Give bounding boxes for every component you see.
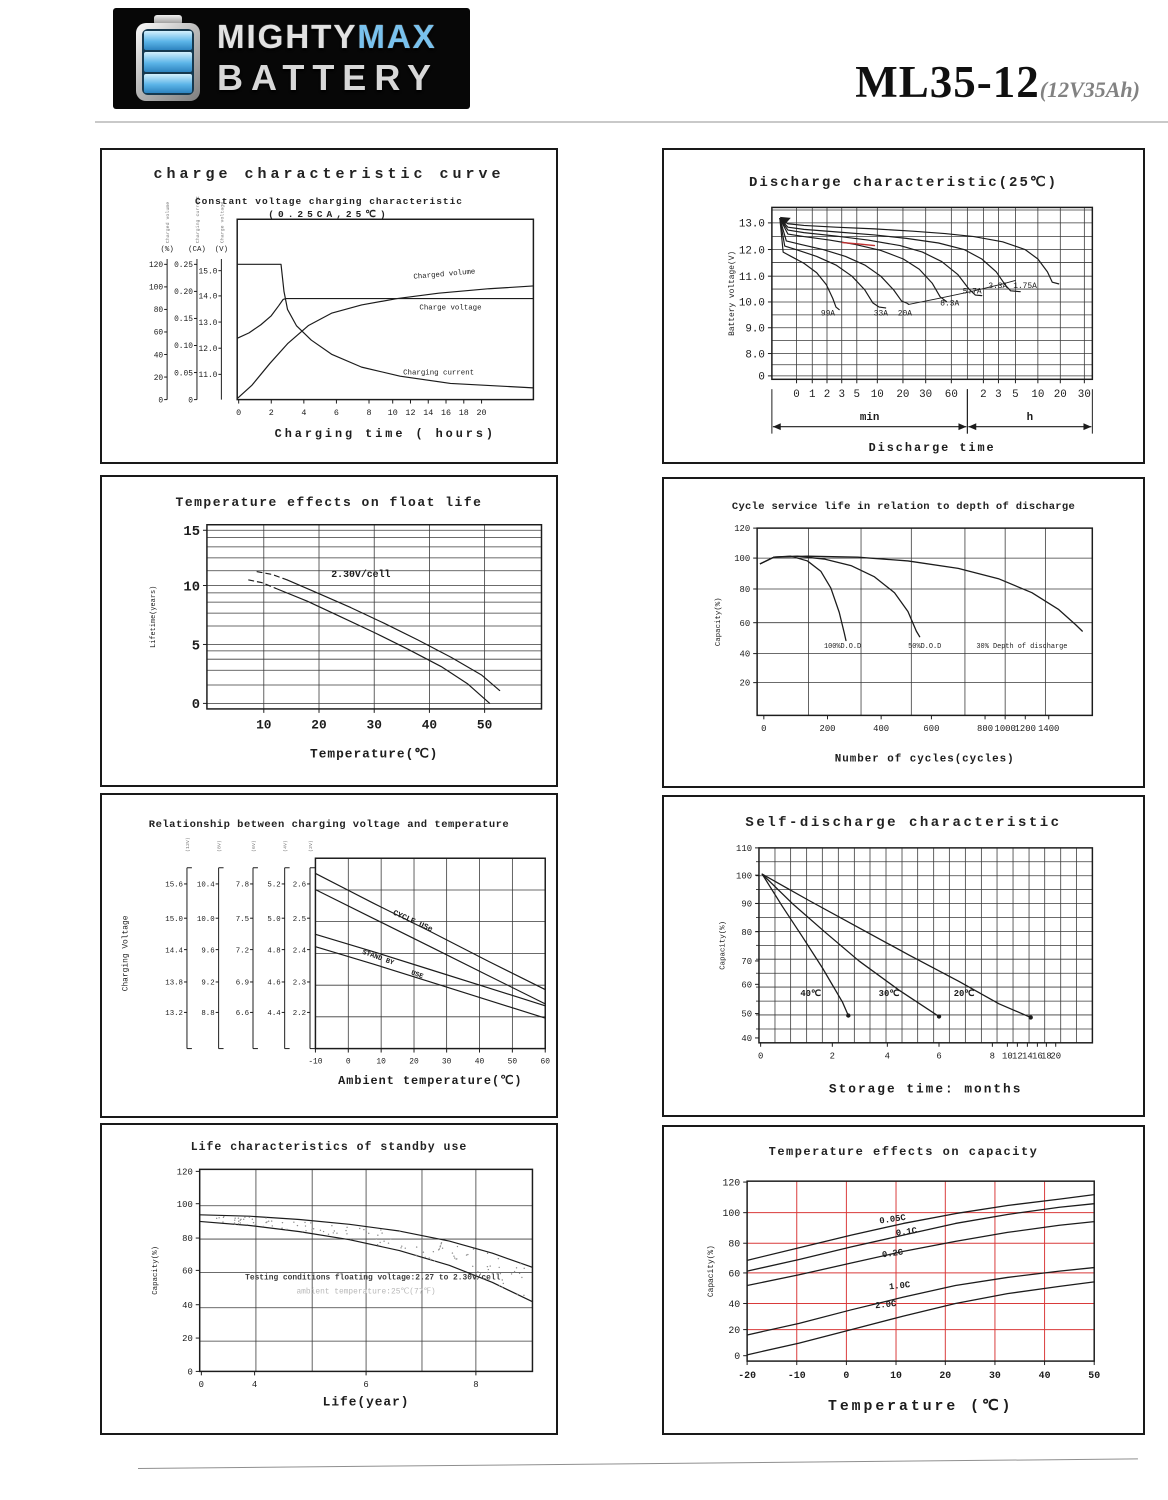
svg-text:1.75A: 1.75A [1013,282,1037,292]
brand-name-mighty: MIGHTY [217,18,358,55]
svg-text:20: 20 [1053,389,1067,402]
svg-text:30℃: 30℃ [878,989,900,1000]
svg-text:5.0: 5.0 [267,915,281,924]
svg-text:4.4: 4.4 [267,1010,281,1019]
svg-text:20: 20 [728,1325,741,1337]
svg-text:50: 50 [476,717,493,733]
svg-text:10: 10 [890,1369,902,1381]
chart-subtitle2: (0.25CA,25℃) [268,209,390,220]
svg-text:0: 0 [345,1057,351,1067]
svg-text:18: 18 [458,407,469,418]
svg-text:80: 80 [728,1238,741,1250]
svg-text:20: 20 [311,717,327,733]
svg-text:120: 120 [148,261,164,271]
svg-text:Capacity(%): Capacity(%) [706,1245,716,1298]
chart-title: Discharge characteristic(25℃) [749,175,1058,191]
svg-text:15.0: 15.0 [165,915,184,924]
svg-text:8.0: 8.0 [745,349,765,362]
svg-text:100: 100 [736,871,753,882]
svg-text:11.0: 11.0 [198,371,218,381]
svg-text:3: 3 [995,389,1002,402]
svg-text:2: 2 [823,389,831,402]
svg-text:13.2: 13.2 [165,1010,184,1019]
svg-text:10: 10 [183,579,201,596]
svg-text:18: 18 [1041,1051,1052,1062]
svg-text:30: 30 [919,389,933,402]
svg-text:0.10: 0.10 [174,342,194,352]
svg-text:60: 60 [728,1268,741,1280]
svg-text:10.4: 10.4 [196,881,215,890]
svg-text:0: 0 [757,1051,764,1062]
battery-segment [144,52,192,71]
svg-text:2.0C: 2.0C [874,1299,897,1312]
chart-panel-charge-characteristic [100,148,558,464]
svg-text:Temperature (℃): Temperature (℃) [827,1399,1014,1416]
svg-text:40: 40 [739,649,751,660]
battery-body-icon [136,23,200,101]
svg-text:4: 4 [884,1051,891,1062]
svg-text:1: 1 [808,389,816,402]
svg-text:1.0C: 1.0C [888,1280,911,1293]
svg-text:8: 8 [366,407,372,418]
svg-text:min: min [859,411,880,424]
brand-name-max: MAX [357,18,437,55]
svg-text:40: 40 [1038,1369,1051,1381]
battery-icon [135,15,203,102]
chart-subtitle: Constant voltage charging characteristic [194,196,464,207]
model-title [855,56,1140,108]
svg-text:2: 2 [980,389,987,402]
svg-text:400: 400 [873,724,890,735]
svg-text:(%): (%) [160,246,174,255]
svg-text:40: 40 [182,1300,193,1311]
svg-text:5.2: 5.2 [267,881,281,890]
svg-text:30: 30 [441,1057,452,1067]
svg-text:9.2: 9.2 [201,979,215,988]
svg-text:6: 6 [363,1380,369,1391]
svg-text:8: 8 [473,1380,479,1391]
temperature-float-life-chart [102,477,556,785]
svg-text:0: 0 [843,1369,850,1381]
svg-text:20: 20 [939,1369,952,1381]
chart-title: Life characteristics of standby use [190,1141,468,1154]
svg-text:Testing conditions floating vo: Testing conditions floating voltage:2.27 to 2.30V/cell [245,1273,501,1283]
svg-text:40: 40 [728,1298,741,1310]
svg-text:100%D.O.D: 100%D.O.D [823,642,862,651]
chart-title: Temperature effects on float life [175,495,483,510]
svg-text:0.1C: 0.1C [895,1225,918,1239]
svg-text:Charge voltage: Charge voltage [220,201,226,244]
svg-text:15.6: 15.6 [165,881,184,890]
svg-text:40: 40 [421,717,438,733]
svg-text:5: 5 [191,638,201,655]
svg-text:2.30V/cell: 2.30V/cell [331,569,391,581]
svg-text:14: 14 [423,407,434,418]
svg-text:16: 16 [440,407,452,418]
svg-text:Number of cycles(cycles): Number of cycles(cycles) [834,753,1015,766]
svg-text:14.0: 14.0 [198,292,218,302]
svg-text:Charging time ( hours): Charging time ( hours) [274,427,496,442]
chart-title: Relationship between charging voltage and temperature [148,819,510,831]
svg-text:(4V): (4V) [283,840,289,852]
chart-title: charge characteristic curve [153,166,505,183]
svg-text:14: 14 [1022,1051,1033,1062]
svg-text:14.4: 14.4 [165,947,184,956]
svg-text:-20: -20 [738,1369,756,1381]
svg-text:0: 0 [236,407,242,418]
svg-text:Charging current: Charging current [195,195,201,244]
svg-text:4: 4 [251,1380,258,1391]
chart-panel-cycle-service-life [662,477,1145,788]
chart-panel-self-discharge [662,795,1145,1117]
svg-text:60: 60 [739,618,751,629]
svg-text:Storage time: months: Storage time: months [828,1081,1023,1097]
svg-text:Temperature(℃): Temperature(℃) [310,746,439,762]
svg-text:12: 12 [405,407,416,418]
svg-text:30: 30 [989,1369,1001,1381]
svg-text:20: 20 [182,1334,193,1345]
svg-text:80: 80 [741,927,753,938]
svg-text:0: 0 [793,389,800,402]
svg-text:7.5: 7.5 [235,915,250,924]
svg-text:2.5: 2.5 [292,915,307,924]
svg-text:10: 10 [376,1057,386,1067]
svg-text:5: 5 [853,389,861,402]
svg-text:20℃: 20℃ [953,989,975,1000]
svg-text:10: 10 [870,389,884,402]
svg-text:0.2C: 0.2C [881,1247,904,1261]
svg-text:2: 2 [268,407,274,418]
svg-text:6: 6 [333,407,339,418]
svg-text:1200: 1200 [1014,724,1036,735]
svg-text:40: 40 [153,351,164,361]
svg-text:100: 100 [176,1199,193,1210]
svg-text:60: 60 [182,1266,193,1277]
svg-text:Charge voltage: Charge voltage [419,304,482,313]
cycle-service-life-chart [664,479,1143,786]
chart-panel-discharge-characteristic [662,148,1145,464]
svg-text:30: 30 [366,717,382,733]
svg-text:9.0: 9.0 [745,323,765,336]
svg-text:0: 0 [758,371,765,384]
svg-text:3: 3 [838,389,846,402]
svg-text:0: 0 [158,396,164,406]
svg-text:20: 20 [739,678,751,689]
svg-text:2.6: 2.6 [292,881,307,890]
svg-text:Charged volume: Charged volume [166,201,172,244]
model-code: ML35-12 [855,57,1040,107]
svg-text:0: 0 [187,1367,193,1378]
svg-text:120: 120 [722,1177,741,1189]
svg-text:33A: 33A [873,309,888,319]
svg-text:(8V): (8V) [217,840,223,852]
svg-text:0.15: 0.15 [174,315,194,325]
svg-text:8: 8 [989,1051,996,1062]
battery-segment [144,31,192,50]
svg-text:5: 5 [1012,389,1019,402]
svg-text:12.0: 12.0 [738,245,765,258]
svg-text:60: 60 [741,980,753,991]
svg-text:10: 10 [256,717,272,733]
svg-text:60: 60 [540,1057,550,1067]
svg-text:10.0: 10.0 [196,915,215,924]
charging-voltage-temperature-chart [102,795,556,1116]
discharge-characteristic-chart [664,150,1143,462]
chart-title: Temperature effects on capacity [768,1145,1039,1159]
svg-text:15: 15 [183,524,201,541]
self-discharge-chart [664,797,1143,1115]
svg-text:80: 80 [153,306,164,316]
svg-text:1400: 1400 [1038,724,1060,735]
svg-text:Capacity(%): Capacity(%) [719,920,728,970]
svg-text:2.2: 2.2 [292,1010,307,1019]
svg-text:20: 20 [153,373,164,383]
battery-segment [144,74,192,93]
svg-text:0.20: 0.20 [174,288,194,298]
svg-text:2.3: 2.3 [292,979,307,988]
svg-text:CYCLE USe: CYCLE USe [391,908,434,935]
svg-text:(6V): (6V) [251,840,257,852]
svg-text:10: 10 [387,407,398,418]
svg-text:16: 16 [1032,1051,1043,1062]
svg-text:600: 600 [923,724,940,735]
chart-panel-charging-voltage-temperature [100,793,558,1118]
svg-text:(12V): (12V) [185,837,191,852]
svg-text:2.4: 2.4 [292,947,307,956]
svg-text:200: 200 [819,724,836,735]
svg-text:4: 4 [301,407,307,418]
svg-text:7.2: 7.2 [235,947,250,956]
model-capacity: (12V35Ah) [1039,77,1140,102]
svg-text:10.0: 10.0 [738,297,765,310]
svg-text:(V): (V) [214,246,229,255]
svg-text:-10: -10 [787,1369,806,1381]
svg-text:12: 12 [1012,1051,1023,1062]
svg-text:STAND BY: STAND BY [360,948,395,968]
svg-text:120: 120 [734,524,751,535]
chart-panel-temperature-capacity [662,1125,1145,1435]
svg-text:60: 60 [153,328,164,338]
svg-text:9.6: 9.6 [201,947,215,956]
svg-text:1000: 1000 [994,724,1016,735]
svg-text:50: 50 [507,1057,518,1067]
chart-panel-life-standby-use [100,1123,558,1435]
brand-name [217,18,439,99]
svg-text:7.8: 7.8 [235,881,250,890]
header-divider [95,121,1168,123]
svg-text:13.8: 13.8 [165,979,184,988]
svg-text:0.05C: 0.05C [878,1212,907,1227]
svg-text:10: 10 [1002,1051,1013,1062]
svg-text:4.8: 4.8 [267,947,281,956]
svg-text:110: 110 [736,843,753,854]
svg-text:100: 100 [722,1208,741,1220]
svg-text:11.0: 11.0 [738,271,765,284]
svg-text:USE: USE [409,969,425,982]
svg-text:50%D.O.D: 50%D.O.D [908,642,942,651]
svg-text:20: 20 [896,389,910,402]
svg-text:Capacity(%): Capacity(%) [152,1245,161,1295]
svg-text:100: 100 [734,554,751,565]
svg-text:(CA): (CA) [188,246,206,255]
svg-text:Capacity(%): Capacity(%) [714,597,723,647]
svg-text:40: 40 [741,1034,753,1045]
svg-text:40℃: 40℃ [800,989,821,1000]
svg-text:-10: -10 [308,1057,323,1067]
svg-text:13.0: 13.0 [198,318,218,328]
svg-text:120: 120 [176,1167,193,1178]
svg-text:2: 2 [829,1051,835,1062]
svg-text:20: 20 [409,1057,419,1067]
svg-text:30% Depth of discharge: 30% Depth of discharge [976,642,1068,651]
svg-text:80: 80 [739,585,751,596]
svg-text:0.05: 0.05 [174,369,194,379]
svg-text:Ambient temperature(℃): Ambient temperature(℃) [338,1073,523,1088]
svg-text:Lifetime(years): Lifetime(years) [149,585,158,648]
svg-text:50: 50 [1088,1369,1101,1381]
svg-text:6: 6 [936,1051,942,1062]
svg-text:80: 80 [182,1234,193,1245]
svg-text:20: 20 [1050,1051,1062,1062]
brand-logo [113,8,470,109]
svg-text:60: 60 [944,389,958,402]
svg-text:8.3A: 8.3A [940,299,960,309]
chart-panel-temperature-float-life [100,475,558,787]
temperature-capacity-chart [664,1127,1143,1433]
svg-text:15.0: 15.0 [198,267,218,277]
svg-text:10: 10 [1031,389,1045,402]
svg-text:0.25: 0.25 [174,261,194,271]
svg-text:40: 40 [474,1057,485,1067]
svg-text:6.6: 6.6 [235,1010,250,1019]
svg-text:20A: 20A [897,309,912,319]
svg-text:0: 0 [734,1351,741,1363]
svg-text:13.0: 13.0 [738,218,765,231]
svg-text:800: 800 [977,724,994,735]
svg-text:99A: 99A [820,309,836,319]
svg-text:Charging current: Charging current [403,369,475,378]
svg-text:5.7A: 5.7A [962,287,982,297]
svg-text:30: 30 [1077,389,1091,402]
svg-text:50: 50 [741,1009,753,1020]
svg-text:0: 0 [761,724,767,735]
svg-text:8.8: 8.8 [201,1010,215,1019]
svg-text:h: h [1026,411,1034,424]
svg-text:0: 0 [188,396,194,406]
svg-text:0: 0 [198,1380,205,1391]
svg-text:(2V): (2V) [308,840,314,852]
svg-text:3.3A: 3.3A [988,282,1008,292]
svg-text:6.9: 6.9 [235,979,250,988]
svg-text:Life(year): Life(year) [322,1394,410,1410]
svg-text:Discharge time: Discharge time [868,441,996,456]
brand-name-battery: BATTERY [217,57,439,98]
svg-text:Battery voltage(V): Battery voltage(V) [728,250,738,336]
chart-title: Self-discharge characteristic [745,815,1062,831]
chart-title: Cycle service life in relation to depth of discharge [731,501,1076,513]
svg-text:90: 90 [741,899,753,910]
svg-text:4.6: 4.6 [267,979,281,988]
life-standby-use-chart [102,1125,556,1433]
page-bottom-rule [138,1458,1138,1469]
svg-text:100: 100 [148,283,164,293]
svg-text:ambient temperature:25℃(77℉): ambient temperature:25℃(77℉) [296,1287,436,1297]
svg-text:70: 70 [741,957,753,968]
svg-text:0: 0 [191,697,201,714]
svg-text:12.0: 12.0 [198,344,218,354]
svg-text:Charged volume: Charged volume [413,268,476,282]
svg-text:20: 20 [476,407,487,418]
svg-text:Charging Voltage: Charging Voltage [121,915,131,992]
